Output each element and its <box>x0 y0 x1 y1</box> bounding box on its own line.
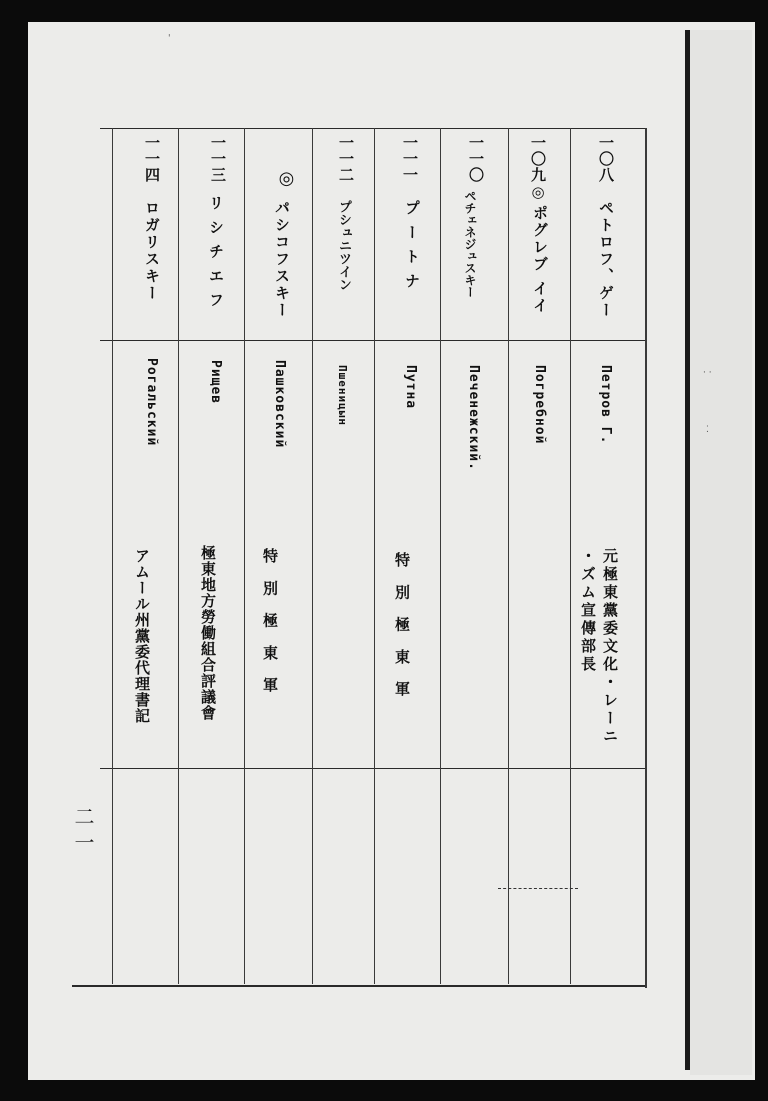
table-bottom-rule <box>72 985 646 987</box>
entry-russian-name: Путна <box>403 365 418 410</box>
speck-mark: · · <box>703 368 712 378</box>
dashed-mark <box>498 888 578 889</box>
entry-russian-name: Погребной <box>532 365 547 445</box>
row-divider <box>244 128 245 984</box>
table-lower-rule <box>100 768 645 769</box>
entry-number: 一一三 <box>209 135 227 183</box>
entry-number: 一〇八 <box>597 135 615 183</box>
entry-number: 一一〇 <box>467 135 485 183</box>
speck-mark: ⁚ <box>706 425 709 435</box>
entry-katakana-name: ペチェネジュスキー <box>463 190 477 298</box>
row-divider <box>374 128 375 984</box>
entry-russian-name: Пшеницын <box>336 365 349 426</box>
row-divider <box>178 128 179 984</box>
row-divider <box>312 128 313 984</box>
row-divider <box>112 128 113 984</box>
entry-katakana-name: ペトロフ、ゲー <box>597 200 615 319</box>
row-divider <box>508 128 509 984</box>
table-right-border <box>645 128 647 988</box>
entry-russian-name: Рищев <box>208 360 223 405</box>
entry-number: 一一四 <box>143 135 161 183</box>
table-top-rule <box>100 128 645 129</box>
entry-katakana-name: プシュニツイン <box>336 200 351 291</box>
entry-katakana-name: プ ー ト ナ <box>403 200 421 290</box>
entry-russian-name: Рогальский <box>144 358 159 447</box>
entry-number: 一〇九◎ <box>529 135 547 202</box>
entry-number: 一一二 <box>337 135 355 183</box>
entry-russian-name: Петров Г. <box>598 365 613 445</box>
entry-number: ◎ <box>276 168 297 190</box>
row-divider <box>440 128 441 984</box>
row-divider <box>570 128 571 984</box>
entry-katakana-name: ポグレブ イイ <box>531 205 549 315</box>
entry-russian-name: Печенежский. <box>466 365 481 471</box>
entry-russian-name: Пашковский <box>272 360 287 449</box>
entry-note: 極東地方勞働組合評議會 <box>199 545 217 721</box>
entry-note: ・ズム宣傳部長 <box>579 548 597 674</box>
entry-note: 特 別 極 東 軍 <box>393 552 411 702</box>
entry-note: 元極東黨委文化・レーニ <box>601 548 619 746</box>
page-number: 二一 <box>71 806 95 858</box>
entry-number: 一一一 <box>401 135 419 183</box>
entry-note: 特 別 極 東 軍 <box>261 548 279 698</box>
speck-mark: ' <box>168 34 171 44</box>
entry-katakana-name: リ シ チ エ フ <box>207 195 225 309</box>
entry-katakana-name: ロガリスキー <box>143 200 161 302</box>
right-margin <box>690 30 752 1075</box>
binding-edge <box>685 30 690 1070</box>
entry-note: アムール州黨委代理書記 <box>133 548 151 724</box>
table-mid-rule <box>100 340 645 341</box>
entry-katakana-name: パシコフスキー <box>273 200 291 319</box>
